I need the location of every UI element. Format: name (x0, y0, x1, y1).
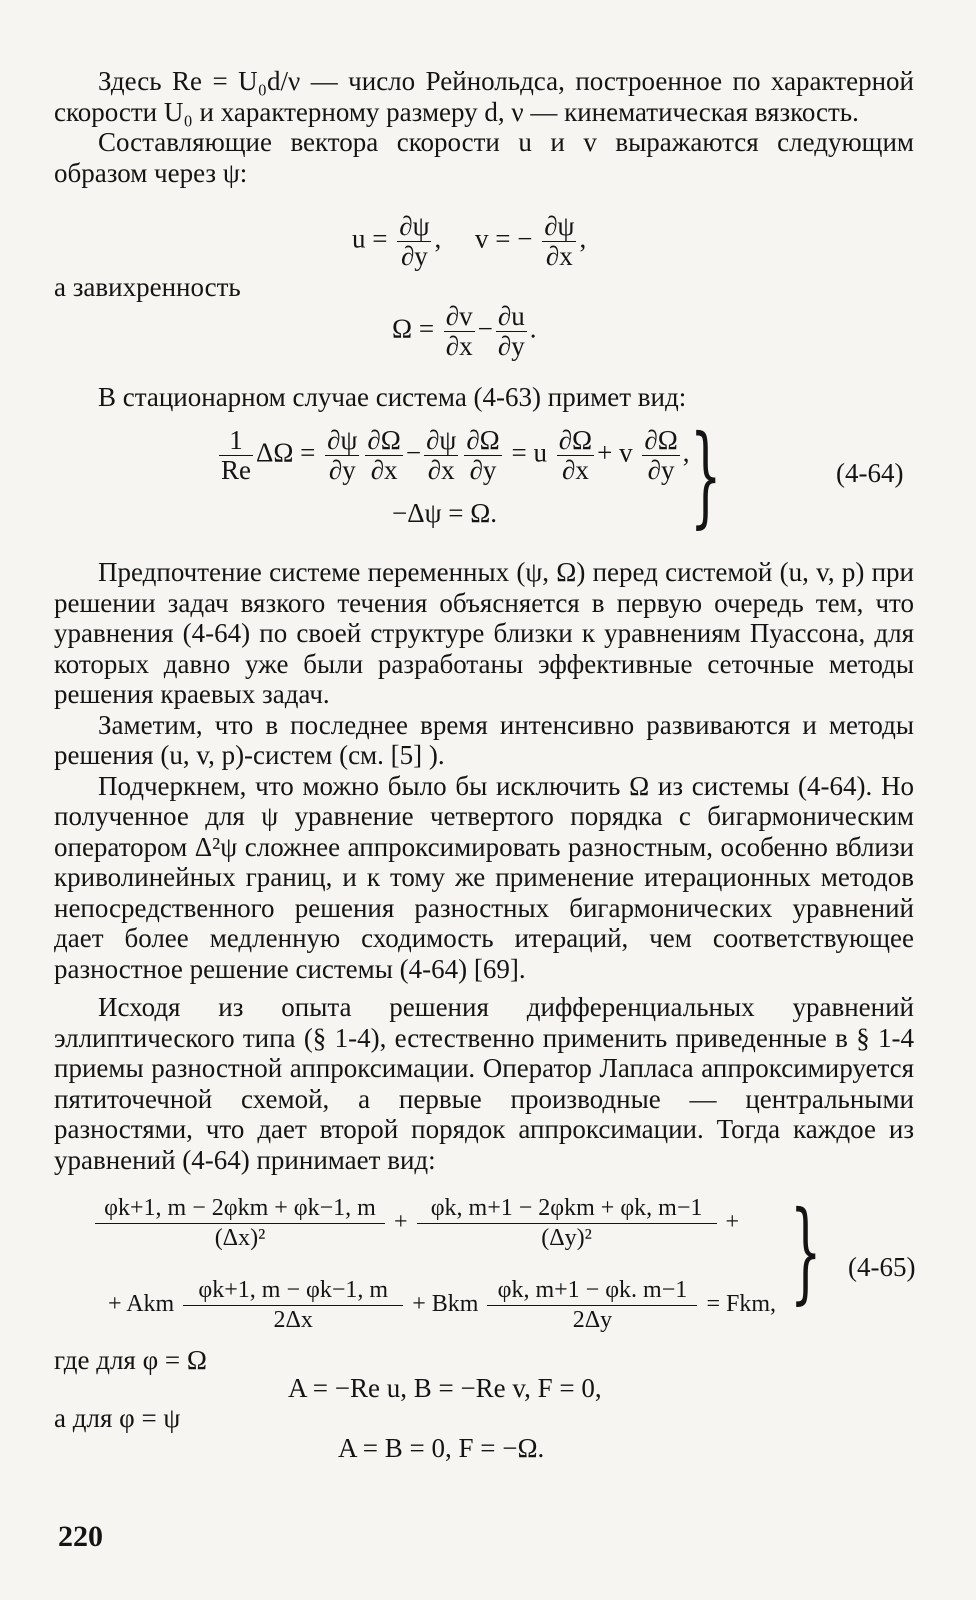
paragraph-methods: Заметим, что в последнее время интенсивно развиваются и методы решения (u, v, p)-систем (см. [5] ). (54, 709, 914, 770)
equation-4-65-line2: + Akm $\frac{\varphi k+1, m - \varphi k-1, m}{2\Delta x}$ + Bkm $\frac{\varphi k, m+1 - \varphi k. m-1}{2\Delta y}$ = Fkm, (108, 1277, 776, 1333)
text-case-omega: где для φ = Ω (54, 1345, 207, 1375)
equation-4-64-line1: $\frac{1}{Re}$ ΔΩ = $\frac{\partial\psi}{\partial y}$ $\frac{\partial\Omega}{\partial x}$ − $\frac{\partial\psi}{\partial x}$ $\frac{\partial\Omega}{\partial y}$ = u $\frac{\partial\Omega}{\partial x}$ + v $\frac{\partial\Omega}{\partial y}$ , (221, 425, 690, 485)
equation-number-4-64: (4-64) (836, 458, 904, 488)
equation-number-4-65: (4-65) (848, 1252, 916, 1282)
paragraph-velocity-components: Составляющие вектора скорости u и v выражаются следующим образом через ψ: (54, 127, 914, 188)
page-number: 220 (58, 1520, 103, 1553)
equation-case-omega: A = −Re u, B = −Re v, F = 0, (288, 1373, 602, 1403)
brace-4-64: } (690, 411, 722, 539)
paragraph-preference: Предпочтение системе переменных (ψ, Ω) перед системой (u, v, p) при решении задач вязкого течения объясняется в первую очередь тем, что уравнения (4-64) по своей структуре близки к уравнениям Пуассона, для которых давно уже были разработаны эффективные сеточные методы решения краевых задач. (54, 557, 914, 709)
text-stationary: В стационарном случае система (4-63) примет вид: (98, 382, 687, 412)
text-block-top (54, 66, 914, 188)
paragraph-reynolds: Здесь Re = U₀d/ν — число Рейнольдса, построенное по характерной скорости U₀ и характерному размеру d, ν — кинематическая вязкость. (54, 66, 914, 127)
equation-4-65-line1: $\frac{\text{φk+1, m − 2φkm + φk−1, m}}{\text{(Δx)²}}$ + $\frac{\text{φk, m+1 − 2φkm + φk, m−1}}{\text{(Δy)²}}$ + (92, 1194, 739, 1253)
text-case-psi: а для φ = ψ (54, 1403, 181, 1433)
text-block-middle (54, 557, 914, 1175)
equation-velocity: u = $\frac{\partial\psi}{\partial y}$ , v = − $\frac{\partial\psi}{\partial x}$ , (352, 211, 587, 271)
paragraph-approximation: Исходя из опыта решения дифференциальных уравнений эллиптического типа (§ 1-4), естественно применить приведенные в § 1-4 приемы разностной аппроксимации. Оператор Лапласа аппроксимируется пятиточечной схемой, а первые производные — центральными разностями, что дает второй порядок аппроксимации. Тогда каждое из уравнений (4-64) принимает вид: (54, 992, 914, 1175)
equation-vorticity: Ω = $\frac{\partial v}{\partial x}$ − $\frac{\partial u}{\partial y}$ . (392, 301, 537, 361)
brace-4-65: } (790, 1187, 822, 1315)
paragraph-biharmonic: Подчеркнем, что можно было бы исключить Ω из системы (4-64). Но полученное для ψ уравнение четвертого порядка с бигармоническим оператором Δ²ψ сложнее аппроксимировать разностным, особенно вблизи криволинейных границ, и к тому же применение итерационных методов непосредственного решения разностных бигармонических уравнений дает более медленную сходимость итераций, чем соответствующее разностное решение системы (4-64) [69]. (54, 770, 914, 984)
equation-4-64-line2: −Δψ = Ω. (392, 498, 498, 528)
equation-case-psi: A = B = 0, F = −Ω. (338, 1433, 545, 1463)
text-vorticity-intro: а завихренность (54, 272, 241, 302)
